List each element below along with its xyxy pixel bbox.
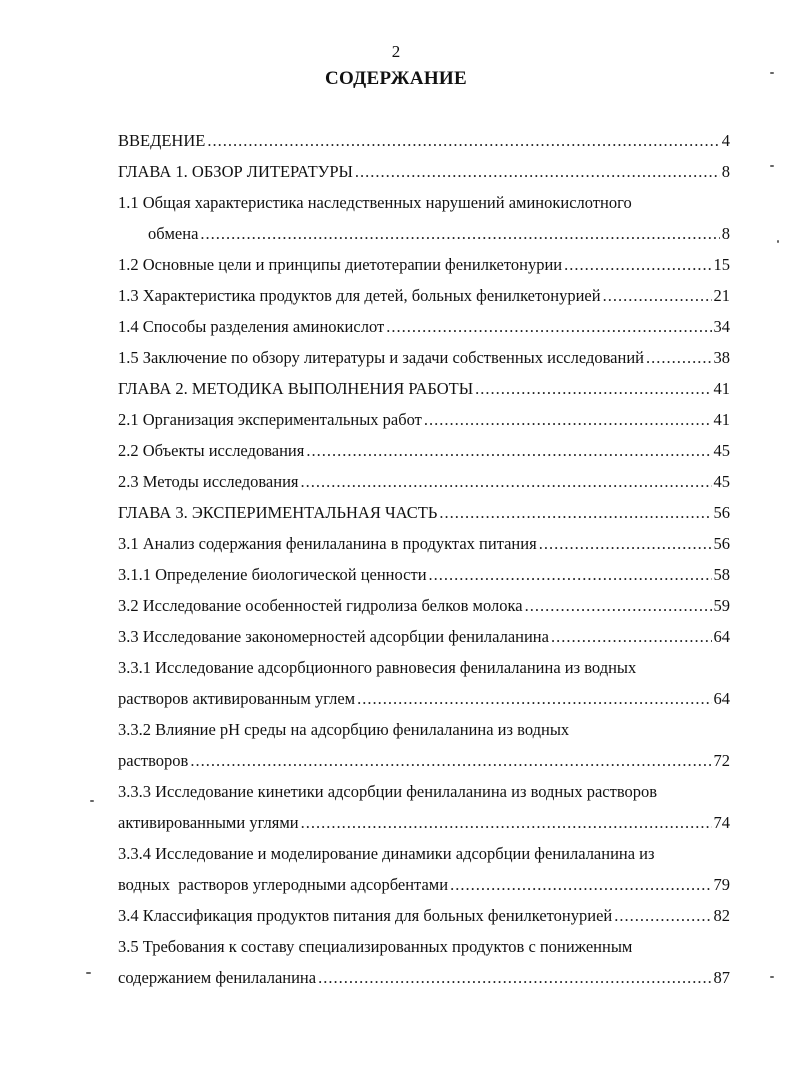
- toc-page-number: 4: [721, 131, 730, 150]
- toc-entry-text: 1.3 Характеристика продуктов для детей, больных фенилкетонурией: [118, 286, 601, 305]
- toc-page-number: 74: [713, 813, 730, 832]
- toc-entry-1-4: [118, 311, 730, 342]
- toc-entry-text: 3.3.1 Исследование адсорбционного равновесия фенилаланина из водных: [118, 658, 637, 677]
- toc-entry-text: 3.2 Исследование особенностей гидролиза белков молока: [118, 596, 523, 615]
- dot-leader: [551, 621, 712, 652]
- page-number: 2: [391, 42, 401, 61]
- toc-entry-continuation: растворов: [118, 751, 189, 770]
- toc-entry-text: 3.3.4 Исследование и моделирование динамики адсорбции фенилаланина из: [118, 844, 655, 863]
- toc-entry-3-3-3: [118, 776, 730, 807]
- toc-entry-text: 1.2 Основные цели и принципы диетотерапии фенилкетонурии: [118, 255, 563, 274]
- toc-page-number: 8: [721, 162, 730, 181]
- toc-page-number: 15: [713, 255, 730, 274]
- toc-entry-3-3-4: [118, 838, 730, 869]
- toc-page-number: 79: [713, 875, 730, 894]
- dot-leader: [475, 373, 711, 404]
- toc-entry-text: 2.3 Методы исследования: [118, 472, 299, 491]
- toc-page-number: 34: [713, 317, 730, 336]
- toc-entry-3-3-3-continuation: [118, 807, 730, 838]
- dot-leader: [318, 962, 711, 993]
- dot-leader: [355, 156, 720, 187]
- toc-entry-continuation: водных растворов углеродными адсорбентами: [118, 875, 449, 894]
- dot-leader: [301, 807, 712, 838]
- toc-entry-3-4: [118, 900, 730, 931]
- toc-page-number: 56: [713, 534, 730, 553]
- toc-entry-3-5: [118, 931, 730, 962]
- scan-speck: [770, 72, 774, 74]
- toc-page-number: 38: [713, 348, 730, 367]
- dot-leader: [539, 528, 712, 559]
- toc-entry-text: 3.3.2 Влияние рН среды на адсорбцию фенилаланина из водных: [118, 720, 570, 739]
- toc-page-number: 64: [713, 627, 730, 646]
- toc-entry-continuation: содержанием фенилаланина: [118, 968, 317, 987]
- toc-entry-text: ВВЕДЕНИЕ: [118, 131, 206, 150]
- dot-leader: [603, 280, 712, 311]
- toc-entry-1-5: [118, 342, 730, 373]
- dot-leader: [646, 342, 712, 373]
- toc-entry-continuation: обмена: [148, 224, 199, 243]
- toc-page-number: 87: [713, 968, 730, 987]
- toc-entry-continuation: активированными углями: [118, 813, 299, 832]
- scan-speck: [770, 165, 774, 167]
- toc-entry-text: 3.5 Требования к составу специализированных продуктов с пониженным: [118, 937, 633, 956]
- page-title: СОДЕРЖАНИЕ: [325, 68, 467, 89]
- toc-entry-1-3: [118, 280, 730, 311]
- toc-entry-1-1-continuation: [118, 218, 730, 249]
- dot-leader: [306, 435, 711, 466]
- toc-entry-chapter-3: [118, 497, 730, 528]
- toc-entry-3-3: [118, 621, 730, 652]
- toc-entry-text: 1.4 Способы разделения аминокислот: [118, 317, 385, 336]
- dot-leader: [564, 249, 711, 280]
- toc-entry-chapter-2: [118, 373, 730, 404]
- toc-entry-text: ГЛАВА 1. ОБЗОР ЛИТЕРАТУРЫ: [118, 162, 353, 181]
- dot-leader: [207, 125, 719, 156]
- toc-page-number: 45: [713, 472, 730, 491]
- toc-entry-3-3-1-continuation: [118, 683, 730, 714]
- toc-entry-3-3-2-continuation: [118, 745, 730, 776]
- toc-entry-2-3: [118, 466, 730, 497]
- toc-page-number: 41: [713, 410, 730, 429]
- toc-page-number: 64: [713, 689, 730, 708]
- toc-entry-chapter-1: [118, 156, 730, 187]
- dot-leader: [301, 466, 712, 497]
- dot-leader: [190, 745, 711, 776]
- toc-entry-3-3-2: [118, 714, 730, 745]
- table-of-contents: [118, 125, 730, 993]
- toc-entry-text: 2.2 Объекты исследования: [118, 441, 305, 460]
- toc-page-number: 21: [713, 286, 730, 305]
- dot-leader: [200, 218, 719, 249]
- scan-speck: [86, 972, 91, 974]
- toc-entry-text: 1.1 Общая характеристика наследственных нарушений аминокислотного: [118, 193, 632, 212]
- toc-entry-text: 1.5 Заключение по обзору литературы и задачи собственных исследований: [118, 348, 644, 367]
- toc-entry-3-5-continuation: [118, 962, 730, 993]
- toc-entry-3-1: [118, 528, 730, 559]
- toc-page-number: 59: [713, 596, 730, 615]
- toc-entry-3-3-1: [118, 652, 730, 683]
- toc-entry-1-2: [118, 249, 730, 280]
- toc-entry-text: 2.1 Организация экспериментальных работ: [118, 410, 422, 429]
- toc-entry-1-1: [118, 187, 730, 218]
- toc-entry-3-1-1: [118, 559, 730, 590]
- toc-entry-text: 3.3 Исследование закономерностей адсорбции фенилаланина: [118, 627, 549, 646]
- scan-speck: [90, 800, 94, 802]
- toc-entry-text: 3.1 Анализ содержания фенилаланина в продуктах питания: [118, 534, 537, 553]
- toc-entry-text: 3.4 Классификация продуктов питания для больных фенилкетонурией: [118, 906, 613, 925]
- toc-entry-text: ГЛАВА 3. ЭКСПЕРИМЕНТАЛЬНАЯ ЧАСТЬ: [118, 503, 438, 522]
- dot-leader: [357, 683, 711, 714]
- toc-page-number: 45: [713, 441, 730, 460]
- dot-leader: [450, 869, 711, 900]
- toc-entry-continuation: растворов активированным углем: [118, 689, 356, 708]
- dot-leader: [424, 404, 712, 435]
- dot-leader: [525, 590, 712, 621]
- toc-page-number: 56: [713, 503, 730, 522]
- scan-speck: [777, 240, 779, 243]
- toc-page-number: 58: [713, 565, 730, 584]
- toc-page-number: 72: [713, 751, 730, 770]
- toc-entry-2-1: [118, 404, 730, 435]
- toc-entry-3-3-4-continuation: [118, 869, 730, 900]
- dot-leader: [439, 497, 711, 528]
- toc-page-number: 41: [713, 379, 730, 398]
- toc-entry-text: 3.1.1 Определение биологической ценности: [118, 565, 427, 584]
- scan-speck: [770, 976, 774, 978]
- toc-entry-text: 3.3.3 Исследование кинетики адсорбции фенилаланина из водных растворов: [118, 782, 658, 801]
- dot-leader: [614, 900, 711, 931]
- toc-page-number: 8: [721, 224, 730, 243]
- dot-leader: [386, 311, 711, 342]
- dot-leader: [429, 559, 712, 590]
- toc-entry-text: ГЛАВА 2. МЕТОДИКА ВЫПОЛНЕНИЯ РАБОТЫ: [118, 379, 474, 398]
- toc-entry-introduction: [118, 125, 730, 156]
- toc-entry-3-2: [118, 590, 730, 621]
- toc-page-number: 82: [713, 906, 730, 925]
- toc-entry-2-2: [118, 435, 730, 466]
